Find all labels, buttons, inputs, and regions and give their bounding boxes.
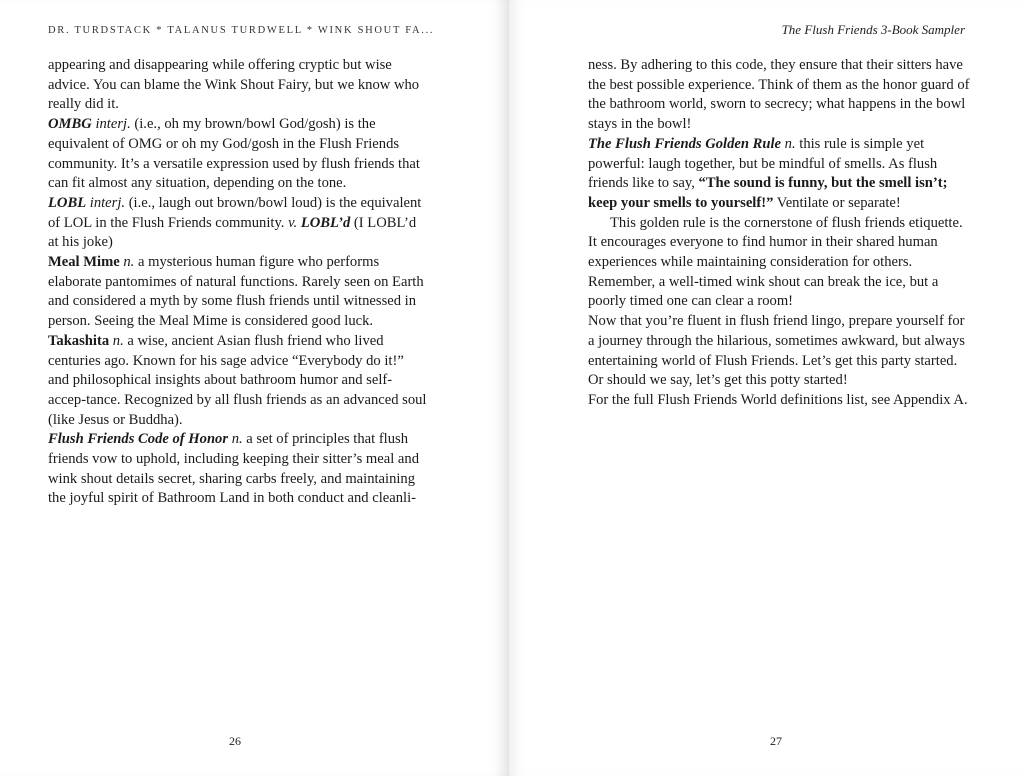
glossary-entry-lobl	[48, 194, 428, 253]
glossary-entry-golden-rule	[588, 135, 970, 214]
glossary-entry-ombg	[48, 115, 428, 194]
part-of-speech: n.	[231, 431, 243, 448]
glossary-term: LOBL	[48, 194, 87, 211]
right-page-body	[588, 56, 970, 411]
glossary-term: OMBG	[48, 116, 92, 133]
page-number-left: 26	[229, 734, 241, 748]
golden-rule-tagline: Ventilate or separate!	[773, 194, 901, 211]
golden-rule-explanation: This golden rule is the cornerstone of flush friends etiquette. It encourages everyone to find humor in their shared human experiences while maintaining consideration for others. Remember, a well-timed wink shout can break the ice, but a poorly timed one can clear a room!	[588, 214, 963, 310]
glossary-entry-code-of-honor	[48, 430, 428, 509]
part-of-speech: n.	[123, 254, 135, 271]
right-page	[509, 0, 1024, 776]
glossary-definition: a set of principles that flush friends vow to uphold, including keeping their sitter’s meal and wink shout details secret, sharing carbs freely, and maintaining the joyful spirit of Bathroom Land in both conduct and cleanli-	[48, 431, 419, 507]
left-page-body	[48, 56, 428, 509]
closing-paragraph: Now that you’re fluent in flush friend lingo, prepare yourself for a journey through the hilarious, sometimes awkward, but always entertaining world of Flush Friends. Let’s get this party started. Or should we say, let’s get this potty started!	[588, 313, 965, 389]
continued-paragraph: appearing and disappearing while offering cryptic but wise advice. You can blame the Wink Shout Fairy, but we know who really did it.	[48, 57, 420, 113]
part-of-speech: n.	[112, 332, 124, 349]
part-of-speech-verb: v.	[288, 214, 298, 231]
glossary-term: Flush Friends Code of Honor	[48, 431, 229, 448]
glossary-entry-meal-mime	[48, 253, 428, 332]
appendix-note: For the full Flush Friends World definitions list, see Appendix A.	[588, 391, 968, 408]
continued-paragraph: ness. By adhering to this code, they ensure that their sitters have the best possible experience. Think of them as the honor guard of the bathroom world, sworn to secrecy; what happens in the bowl stays in the bowl!	[588, 57, 970, 133]
glossary-term: Meal Mime	[48, 254, 120, 271]
glossary-term: The Flush Friends Golden Rule	[588, 135, 782, 152]
glossary-example: (I LOBL’d at his joke)	[48, 214, 417, 251]
left-page	[0, 0, 507, 776]
glossary-definition: (i.e., laugh out brown/bowl loud) is the equivalent of LOL in the Flush Friends community.	[48, 194, 422, 231]
running-head-right: The Flush Friends 3-Book Sampler	[781, 22, 965, 37]
part-of-speech: interj.	[89, 194, 126, 211]
glossary-definition: this rule is simple yet powerful: laugh together, but be mindful of smells. As flush friends like to say,	[588, 135, 938, 192]
part-of-speech: n.	[784, 135, 796, 152]
glossary-term: Takashita	[48, 332, 110, 349]
golden-rule-quote: “The sound is funny, but the smell isn’t; keep your smells to yourself!”	[588, 175, 948, 211]
part-of-speech: interj.	[95, 116, 131, 133]
glossary-entry-takashita	[48, 332, 428, 431]
glossary-definition: a wise, ancient Asian flush friend who lived centuries ago. Known for his sage advice “Everybody do it!” and philosophical insights about bathroom humor and self-accep-tance. Recognized by all flush friends as an advanced soul (like Jesus or Buddha).	[48, 332, 427, 428]
glossary-definition: (i.e., oh my brown/bowl God/gosh) is the equivalent of OMG or oh my God/gosh in the Flush Friends community. It’s a versatile expression used by flush friends that can fit almost any situation, depending on the tone.	[48, 116, 420, 192]
glossary-verb-form: LOBL’d	[300, 214, 351, 231]
page-number-right: 27	[770, 734, 782, 748]
glossary-definition: a mysterious human figure who performs elaborate pantomimes of natural functions. Rarely seen on Earth and considered a myth by some flush friends until witnessed in person. Seeing the Meal Mime is considered good luck.	[48, 254, 424, 330]
running-head-left: DR. TURDSTACK * TALANUS TURDWELL * WINK SHOUT FA...	[48, 25, 435, 36]
